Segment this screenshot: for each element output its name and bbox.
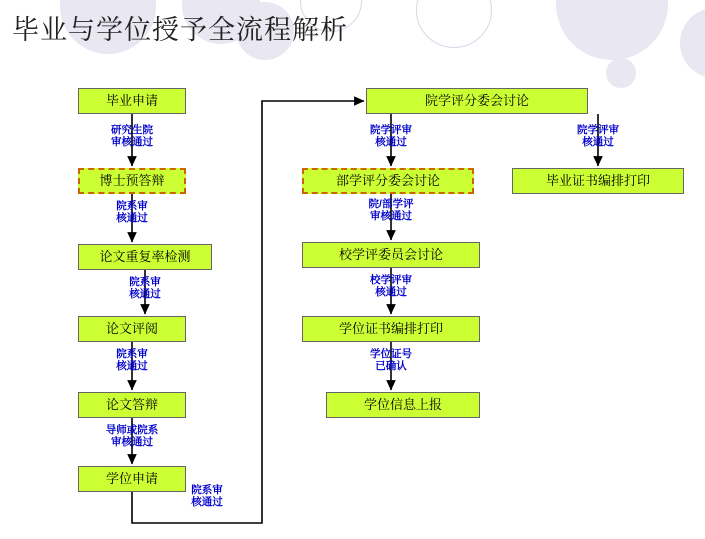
edge-label-line: 院系审 <box>129 276 161 288</box>
edge-label-line: 核通过 <box>582 136 614 149</box>
process-node-label: 学位申请 <box>105 470 158 486</box>
edge-label-line: 审核通过 <box>111 136 153 149</box>
process-node-label: 论文重复率检测 <box>99 248 191 264</box>
edge-label-line: 学位证号 <box>370 348 412 360</box>
edge-label-line: 研究生院 <box>111 124 153 136</box>
edge-label-e2 <box>72 200 192 225</box>
edge-label-line: 核通过 <box>191 496 223 509</box>
process-node-label: 论文评阅 <box>105 320 158 336</box>
process-node-n2[interactable] <box>78 168 186 194</box>
edge-label-e5 <box>72 424 192 449</box>
process-node-label: 论文答辩 <box>105 396 158 412</box>
process-node-label: 学位信息上报 <box>363 396 442 412</box>
edge-label-line: 核通过 <box>116 360 148 373</box>
edge-label-line: 核通过 <box>375 286 407 299</box>
process-node-n4[interactable] <box>78 316 186 342</box>
edge-label-line: 院系审 <box>191 484 223 496</box>
process-node-n12[interactable] <box>512 168 684 194</box>
edge-label-line: 院系审 <box>116 200 148 212</box>
edge-label-line: 导师或院系 <box>105 424 159 436</box>
process-node-n7[interactable] <box>366 88 588 114</box>
edge-label-line: 院学评审 <box>370 124 412 136</box>
edge-label-line: 院系审 <box>116 348 148 360</box>
edge-label-e8 <box>331 198 451 223</box>
edge-label-e3 <box>85 276 205 301</box>
process-node-n10[interactable] <box>302 316 480 342</box>
edge-label-line: 核通过 <box>129 288 161 301</box>
edge-label-e4 <box>72 348 192 373</box>
edge-label-line: 核通过 <box>375 136 407 149</box>
edge-n6-n7 <box>132 101 364 523</box>
edge-label-line: 已确认 <box>375 360 407 373</box>
edge-label-line: 校学评审 <box>370 274 412 286</box>
process-node-n11[interactable] <box>326 392 480 418</box>
edge-label-e9 <box>331 274 451 299</box>
process-node-label: 毕业证书编排打印 <box>545 172 650 188</box>
edge-label-e1 <box>72 124 192 149</box>
process-node-n8[interactable] <box>302 168 474 194</box>
edge-label-e10 <box>331 348 451 373</box>
edge-label-line: 核通过 <box>116 212 148 225</box>
edge-label-line: 院/部学评 <box>368 198 414 210</box>
process-node-n9[interactable] <box>302 242 480 268</box>
edge-label-e11 <box>538 124 658 149</box>
edge-label-line: 审核通过 <box>370 210 412 223</box>
process-node-label: 院学评分委会讨论 <box>424 92 529 108</box>
process-node-n1[interactable] <box>78 88 186 114</box>
process-node-label: 博士预答辩 <box>99 172 165 188</box>
process-node-label: 毕业申请 <box>105 92 158 108</box>
edge-label-e7 <box>331 124 451 149</box>
process-node-label: 学位证书编排打印 <box>338 320 443 336</box>
edge-label-line: 院学评审 <box>577 124 619 136</box>
edge-label-e6 <box>147 484 267 509</box>
process-node-label: 部学评分委会讨论 <box>335 172 440 188</box>
process-node-label: 校学评委员会讨论 <box>338 246 443 262</box>
page-title: 毕业与学位授予全流程解析 <box>12 15 348 46</box>
process-node-n5[interactable] <box>78 392 186 418</box>
edge-label-line: 审核通过 <box>111 436 153 449</box>
process-node-n3[interactable] <box>78 244 212 270</box>
